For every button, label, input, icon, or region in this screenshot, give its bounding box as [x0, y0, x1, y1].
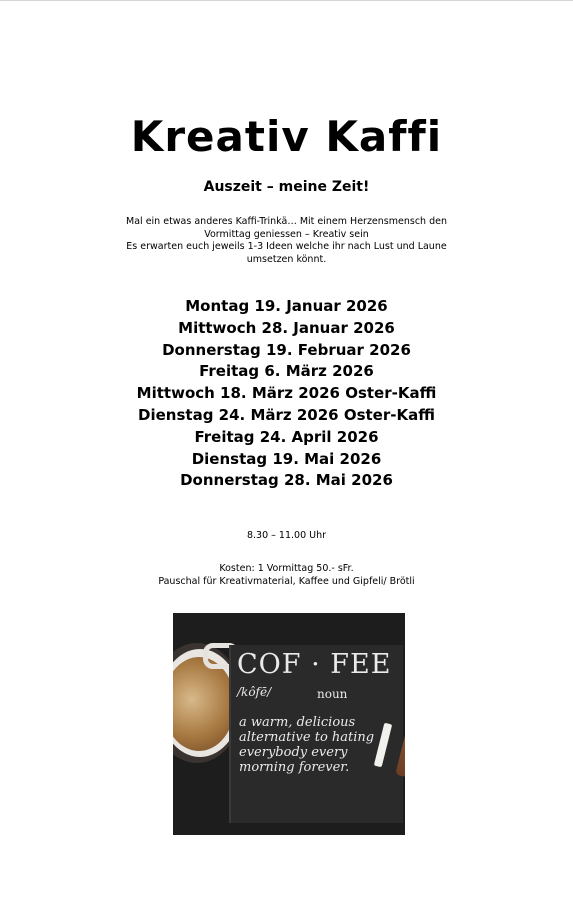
chalkboard	[229, 645, 403, 823]
date-item: Donnerstag 19. Februar 2026	[162, 340, 411, 359]
page-top-border	[0, 0, 573, 1]
date-item: Montag 19. Januar 2026	[185, 297, 388, 315]
intro-text	[50, 216, 523, 266]
intro-line: Mal ein etwas anderes Kaffi-Trinkä… Mit einem Herzensmensch den	[126, 216, 447, 227]
intro-line: umsetzen könnt.	[246, 253, 327, 265]
chalk-part-of-speech: noun	[317, 687, 348, 701]
date-item: Dienstag 24. März 2026 Oster-Kaffi	[138, 405, 435, 424]
date-item: Mittwoch 28. Januar 2026	[178, 318, 395, 337]
intro-line: Es erwarten euch jeweils 1-3 Ideen welche ihr nach Lust und Laune	[126, 241, 447, 252]
coffee-chalkboard-photo	[173, 613, 405, 835]
cost-line: Pauschal für Kreativmaterial, Kaffee und Gipfeli/ Brötli	[158, 576, 415, 587]
date-item: Donnerstag 28. Mai 2026	[180, 471, 393, 490]
chalk-word: COF · FEE	[237, 649, 392, 680]
date-item: Freitag 6. März 2026	[199, 362, 374, 381]
date-item: Freitag 24. April 2026	[194, 427, 379, 446]
date-list	[0, 296, 573, 492]
chalk-definition: a warm, delicious alternative to hating everybody every morning forever.	[239, 715, 375, 775]
cost-info	[0, 562, 573, 588]
date-item: Mittwoch 18. März 2026 Oster-Kaffi	[136, 384, 437, 403]
intro-line: Vormittag geniessen – Kreativ sein	[204, 228, 369, 240]
date-item: Dienstag 19. Mai 2026	[191, 449, 382, 468]
page-subtitle: Auszeit – meine Zeit!	[203, 179, 370, 195]
cost-line: Kosten: 1 Vormittag 50.- sFr.	[219, 563, 354, 574]
chalk-phonetic: /kôfē/	[237, 685, 272, 699]
time-info: 8.30 – 11.00 Uhr	[246, 530, 327, 541]
bottle-opener	[395, 711, 405, 778]
page-title: Kreativ Kaffi	[130, 112, 443, 161]
